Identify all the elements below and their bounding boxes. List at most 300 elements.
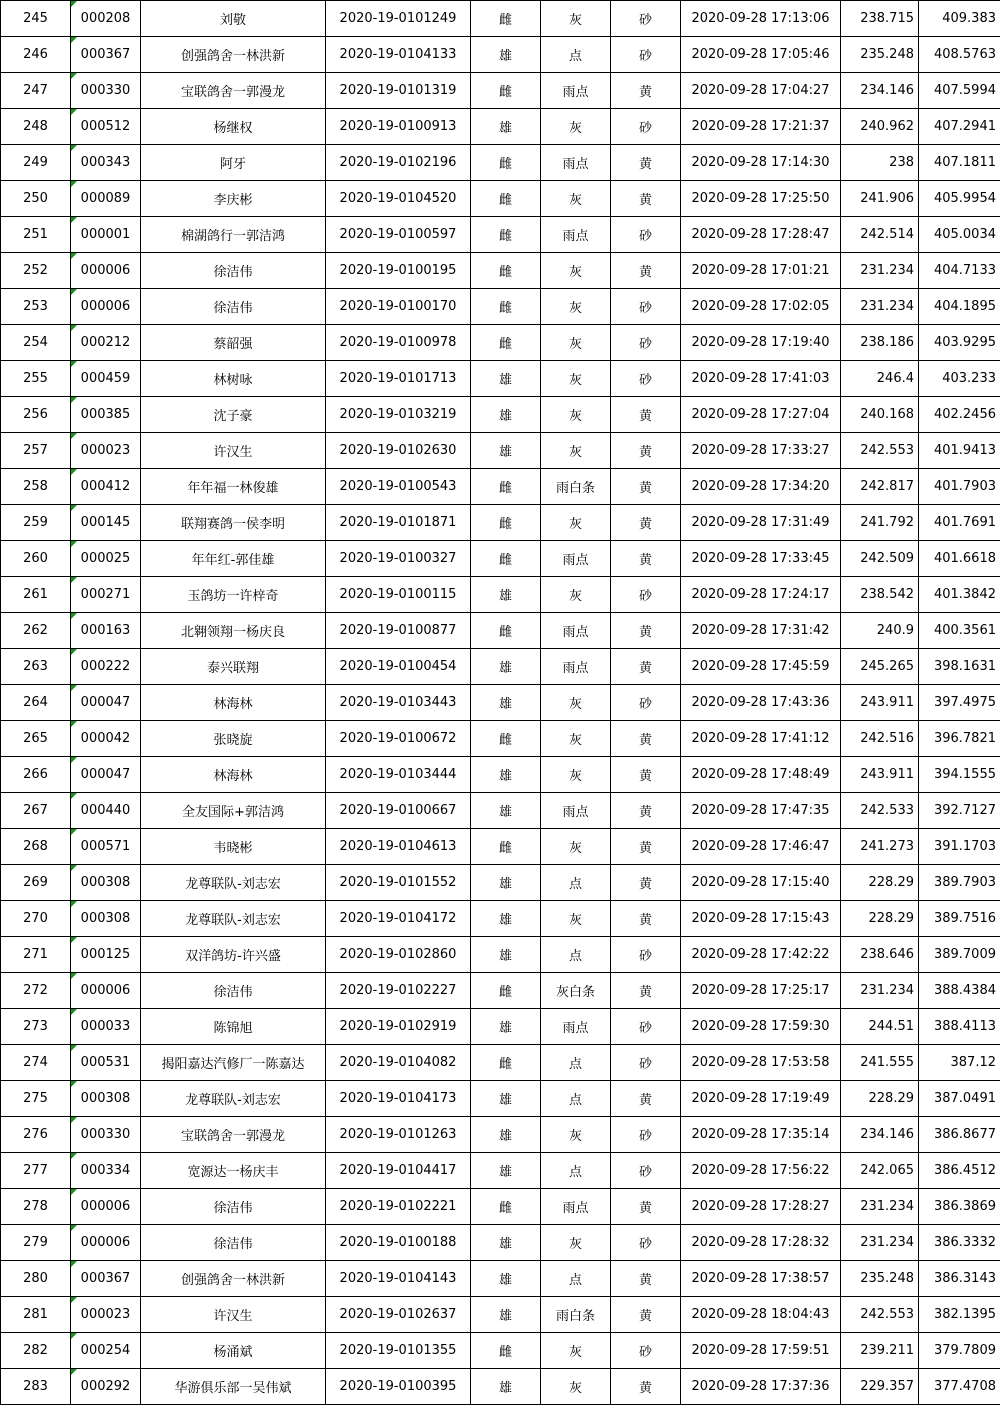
rank-cell: 247: [1, 73, 71, 109]
feather-color-cell: 点: [541, 865, 611, 901]
ring-number-cell: 2020-19-0102919: [326, 1009, 471, 1045]
eye-color-cell: 黄: [611, 433, 681, 469]
rank-cell: 275: [1, 1081, 71, 1117]
sex-cell: 雄: [471, 361, 541, 397]
table-row: [1, 181, 1000, 217]
feather-color-cell: 灰: [541, 325, 611, 361]
table-row: [1, 721, 1000, 757]
table-row: [1, 505, 1000, 541]
member-id-cell: 000033: [71, 1009, 141, 1045]
rank-cell: 255: [1, 361, 71, 397]
rank-cell: 274: [1, 1045, 71, 1081]
table-row: [1, 1189, 1000, 1225]
speed-cell: 387.0491: [919, 1081, 1000, 1117]
eye-color-cell: 黄: [611, 145, 681, 181]
eye-color-cell: 黄: [611, 1261, 681, 1297]
sex-cell: 雄: [471, 757, 541, 793]
arrival-time-cell: 2020-09-28 17:24:17: [681, 577, 841, 613]
feather-color-cell: 灰: [541, 361, 611, 397]
ring-number-cell: 2020-19-0100597: [326, 217, 471, 253]
member-id-cell: 000047: [71, 685, 141, 721]
speed-cell: 389.7009: [919, 937, 1000, 973]
arrival-time-cell: 2020-09-28 17:28:47: [681, 217, 841, 253]
ring-number-cell: 2020-19-0100395: [326, 1369, 471, 1405]
sex-cell: 雄: [471, 397, 541, 433]
eye-color-cell: 黄: [611, 1189, 681, 1225]
arrival-time-cell: 2020-09-28 17:31:49: [681, 505, 841, 541]
table-row: [1, 73, 1000, 109]
speed-cell: 408.5763: [919, 37, 1000, 73]
speed-cell: 397.4975: [919, 685, 1000, 721]
member-id-cell: 000254: [71, 1333, 141, 1369]
distance-cell: 228.29: [841, 901, 919, 937]
speed-cell: 401.7691: [919, 505, 1000, 541]
arrival-time-cell: 2020-09-28 17:48:49: [681, 757, 841, 793]
arrival-time-cell: 2020-09-28 17:46:47: [681, 829, 841, 865]
eye-color-cell: 砂: [611, 1225, 681, 1261]
eye-color-cell: 黄: [611, 721, 681, 757]
rank-cell: 266: [1, 757, 71, 793]
member-id-cell: 000292: [71, 1369, 141, 1405]
arrival-time-cell: 2020-09-28 17:59:30: [681, 1009, 841, 1045]
eye-color-cell: 砂: [611, 217, 681, 253]
rank-cell: 257: [1, 433, 71, 469]
arrival-time-cell: 2020-09-28 17:25:50: [681, 181, 841, 217]
arrival-time-cell: 2020-09-28 17:25:17: [681, 973, 841, 1009]
table-row: [1, 1, 1000, 37]
owner-name-cell: 陈锦旭: [141, 1009, 326, 1045]
table-row: [1, 1117, 1000, 1153]
distance-cell: 229.357: [841, 1369, 919, 1405]
ring-number-cell: 2020-19-0104143: [326, 1261, 471, 1297]
feather-color-cell: 雨点: [541, 1189, 611, 1225]
rank-cell: 272: [1, 973, 71, 1009]
table-row: [1, 109, 1000, 145]
sex-cell: 雄: [471, 937, 541, 973]
distance-cell: 246.4: [841, 361, 919, 397]
table-row: [1, 1261, 1000, 1297]
ring-number-cell: 2020-19-0101319: [326, 73, 471, 109]
eye-color-cell: 砂: [611, 685, 681, 721]
owner-name-cell: 刘敬: [141, 1, 326, 37]
arrival-time-cell: 2020-09-28 17:19:49: [681, 1081, 841, 1117]
ring-number-cell: 2020-19-0100672: [326, 721, 471, 757]
sex-cell: 雌: [471, 721, 541, 757]
feather-color-cell: 灰白条: [541, 973, 611, 1009]
speed-cell: 402.2456: [919, 397, 1000, 433]
arrival-time-cell: 2020-09-28 17:33:27: [681, 433, 841, 469]
distance-cell: 241.555: [841, 1045, 919, 1081]
owner-name-cell: 创强鸽舍一林洪新: [141, 1261, 326, 1297]
rank-cell: 262: [1, 613, 71, 649]
arrival-time-cell: 2020-09-28 17:19:40: [681, 325, 841, 361]
owner-name-cell: 沈子豪: [141, 397, 326, 433]
feather-color-cell: 点: [541, 1153, 611, 1189]
speed-cell: 382.1395: [919, 1297, 1000, 1333]
eye-color-cell: 黄: [611, 865, 681, 901]
eye-color-cell: 砂: [611, 109, 681, 145]
rank-cell: 254: [1, 325, 71, 361]
sex-cell: 雌: [471, 541, 541, 577]
arrival-time-cell: 2020-09-28 17:14:30: [681, 145, 841, 181]
speed-cell: 403.233: [919, 361, 1000, 397]
member-id-cell: 000025: [71, 541, 141, 577]
owner-name-cell: 张晓旋: [141, 721, 326, 757]
sex-cell: 雄: [471, 649, 541, 685]
distance-cell: 238.715: [841, 1, 919, 37]
arrival-time-cell: 2020-09-28 17:28:27: [681, 1189, 841, 1225]
distance-cell: 242.065: [841, 1153, 919, 1189]
sex-cell: 雌: [471, 253, 541, 289]
arrival-time-cell: 2020-09-28 17:41:03: [681, 361, 841, 397]
owner-name-cell: 徐洁伟: [141, 1225, 326, 1261]
distance-cell: 240.9: [841, 613, 919, 649]
sex-cell: 雄: [471, 1297, 541, 1333]
distance-cell: 231.234: [841, 1189, 919, 1225]
distance-cell: 243.911: [841, 757, 919, 793]
owner-name-cell: 李庆彬: [141, 181, 326, 217]
table-body: [1, 1, 1000, 1405]
distance-cell: 231.234: [841, 1225, 919, 1261]
member-id-cell: 000006: [71, 1189, 141, 1225]
member-id-cell: 000571: [71, 829, 141, 865]
owner-name-cell: 宽源达一杨庆丰: [141, 1153, 326, 1189]
table-row: [1, 361, 1000, 397]
ring-number-cell: 2020-19-0101713: [326, 361, 471, 397]
owner-name-cell: 全友国际+郭洁鸿: [141, 793, 326, 829]
sex-cell: 雄: [471, 1261, 541, 1297]
arrival-time-cell: 2020-09-28 17:35:14: [681, 1117, 841, 1153]
feather-color-cell: 雨点: [541, 73, 611, 109]
member-id-cell: 000208: [71, 1, 141, 37]
eye-color-cell: 砂: [611, 577, 681, 613]
owner-name-cell: 林海林: [141, 685, 326, 721]
rank-cell: 273: [1, 1009, 71, 1045]
arrival-time-cell: 2020-09-28 17:13:06: [681, 1, 841, 37]
owner-name-cell: 徐洁伟: [141, 289, 326, 325]
rank-cell: 245: [1, 1, 71, 37]
owner-name-cell: 韦晓彬: [141, 829, 326, 865]
arrival-time-cell: 2020-09-28 17:05:46: [681, 37, 841, 73]
eye-color-cell: 砂: [611, 1117, 681, 1153]
ring-number-cell: 2020-19-0100978: [326, 325, 471, 361]
distance-cell: 242.817: [841, 469, 919, 505]
member-id-cell: 000330: [71, 73, 141, 109]
rank-cell: 283: [1, 1369, 71, 1405]
arrival-time-cell: 2020-09-28 17:04:27: [681, 73, 841, 109]
sex-cell: 雌: [471, 217, 541, 253]
sex-cell: 雄: [471, 1009, 541, 1045]
rank-cell: 281: [1, 1297, 71, 1333]
member-id-cell: 000023: [71, 433, 141, 469]
distance-cell: 234.146: [841, 1117, 919, 1153]
member-id-cell: 000163: [71, 613, 141, 649]
table-row: [1, 865, 1000, 901]
member-id-cell: 000308: [71, 865, 141, 901]
member-id-cell: 000006: [71, 289, 141, 325]
sex-cell: 雄: [471, 577, 541, 613]
table-row: [1, 253, 1000, 289]
distance-cell: 228.29: [841, 1081, 919, 1117]
ring-number-cell: 2020-19-0104417: [326, 1153, 471, 1189]
member-id-cell: 000367: [71, 37, 141, 73]
ring-number-cell: 2020-19-0102227: [326, 973, 471, 1009]
feather-color-cell: 点: [541, 937, 611, 973]
ring-number-cell: 2020-19-0101552: [326, 865, 471, 901]
table-row: [1, 145, 1000, 181]
rank-cell: 263: [1, 649, 71, 685]
ring-number-cell: 2020-19-0104173: [326, 1081, 471, 1117]
speed-cell: 403.9295: [919, 325, 1000, 361]
member-id-cell: 000006: [71, 973, 141, 1009]
eye-color-cell: 黄: [611, 73, 681, 109]
feather-color-cell: 雨点: [541, 541, 611, 577]
distance-cell: 238.646: [841, 937, 919, 973]
distance-cell: 245.265: [841, 649, 919, 685]
ring-number-cell: 2020-19-0100195: [326, 253, 471, 289]
eye-color-cell: 砂: [611, 1333, 681, 1369]
feather-color-cell: 灰: [541, 1117, 611, 1153]
table-row: [1, 289, 1000, 325]
member-id-cell: 000531: [71, 1045, 141, 1081]
feather-color-cell: 雨白条: [541, 1297, 611, 1333]
ring-number-cell: 2020-19-0103219: [326, 397, 471, 433]
arrival-time-cell: 2020-09-28 17:53:58: [681, 1045, 841, 1081]
rank-cell: 279: [1, 1225, 71, 1261]
ring-number-cell: 2020-19-0104172: [326, 901, 471, 937]
rank-cell: 251: [1, 217, 71, 253]
ring-number-cell: 2020-19-0101871: [326, 505, 471, 541]
member-id-cell: 000385: [71, 397, 141, 433]
member-id-cell: 000001: [71, 217, 141, 253]
member-id-cell: 000512: [71, 109, 141, 145]
table-row: [1, 325, 1000, 361]
member-id-cell: 000271: [71, 577, 141, 613]
sex-cell: 雄: [471, 685, 541, 721]
owner-name-cell: 林海林: [141, 757, 326, 793]
sex-cell: 雌: [471, 73, 541, 109]
rank-cell: 265: [1, 721, 71, 757]
table-row: [1, 37, 1000, 73]
eye-color-cell: 黄: [611, 1297, 681, 1333]
owner-name-cell: 玉鸽坊一许梓奇: [141, 577, 326, 613]
speed-cell: 407.5994: [919, 73, 1000, 109]
table-row: [1, 217, 1000, 253]
sex-cell: 雌: [471, 1045, 541, 1081]
rank-cell: 252: [1, 253, 71, 289]
table-row: [1, 649, 1000, 685]
feather-color-cell: 灰: [541, 1, 611, 37]
table-row: [1, 793, 1000, 829]
table-row: [1, 757, 1000, 793]
arrival-time-cell: 2020-09-28 17:33:45: [681, 541, 841, 577]
arrival-time-cell: 2020-09-28 17:02:05: [681, 289, 841, 325]
owner-name-cell: 年年红-郭佳雄: [141, 541, 326, 577]
table-row: [1, 613, 1000, 649]
owner-name-cell: 华游俱乐部一吴伟斌: [141, 1369, 326, 1405]
owner-name-cell: 双洋鸽坊-许兴盛: [141, 937, 326, 973]
owner-name-cell: 徐洁伟: [141, 1189, 326, 1225]
speed-cell: 394.1555: [919, 757, 1000, 793]
ring-number-cell: 2020-19-0102860: [326, 937, 471, 973]
owner-name-cell: 许汉生: [141, 1297, 326, 1333]
member-id-cell: 000343: [71, 145, 141, 181]
feather-color-cell: 灰: [541, 901, 611, 937]
speed-cell: 388.4113: [919, 1009, 1000, 1045]
speed-cell: 407.2941: [919, 109, 1000, 145]
distance-cell: 242.514: [841, 217, 919, 253]
distance-cell: 241.906: [841, 181, 919, 217]
rank-cell: 246: [1, 37, 71, 73]
rank-cell: 256: [1, 397, 71, 433]
member-id-cell: 000006: [71, 1225, 141, 1261]
eye-color-cell: 黄: [611, 973, 681, 1009]
table-row: [1, 469, 1000, 505]
owner-name-cell: 阿牙: [141, 145, 326, 181]
member-id-cell: 000006: [71, 253, 141, 289]
speed-cell: 405.0034: [919, 217, 1000, 253]
member-id-cell: 000330: [71, 1117, 141, 1153]
rank-cell: 267: [1, 793, 71, 829]
table-row: [1, 541, 1000, 577]
table-row: [1, 685, 1000, 721]
distance-cell: 242.533: [841, 793, 919, 829]
distance-cell: 244.51: [841, 1009, 919, 1045]
feather-color-cell: 点: [541, 37, 611, 73]
speed-cell: 398.1631: [919, 649, 1000, 685]
rank-cell: 278: [1, 1189, 71, 1225]
member-id-cell: 000459: [71, 361, 141, 397]
speed-cell: 388.4384: [919, 973, 1000, 1009]
feather-color-cell: 灰: [541, 829, 611, 865]
rank-cell: 269: [1, 865, 71, 901]
table-row: [1, 1153, 1000, 1189]
speed-cell: 386.8677: [919, 1117, 1000, 1153]
owner-name-cell: 揭阳嘉达汽修厂一陈嘉达: [141, 1045, 326, 1081]
rank-cell: 253: [1, 289, 71, 325]
rank-cell: 276: [1, 1117, 71, 1153]
ring-number-cell: 2020-19-0100543: [326, 469, 471, 505]
sex-cell: 雌: [471, 1333, 541, 1369]
member-id-cell: 000125: [71, 937, 141, 973]
ring-number-cell: 2020-19-0100327: [326, 541, 471, 577]
speed-cell: 401.3842: [919, 577, 1000, 613]
speed-cell: 401.7903: [919, 469, 1000, 505]
owner-name-cell: 龙尊联队-刘志宏: [141, 901, 326, 937]
feather-color-cell: 雨点: [541, 1009, 611, 1045]
table-row: [1, 1081, 1000, 1117]
feather-color-cell: 灰: [541, 721, 611, 757]
rank-cell: 282: [1, 1333, 71, 1369]
member-id-cell: 000222: [71, 649, 141, 685]
owner-name-cell: 杨继权: [141, 109, 326, 145]
distance-cell: 239.211: [841, 1333, 919, 1369]
speed-cell: 386.4512: [919, 1153, 1000, 1189]
arrival-time-cell: 2020-09-28 17:41:12: [681, 721, 841, 757]
owner-name-cell: 宝联鸽舍一郭漫龙: [141, 73, 326, 109]
feather-color-cell: 灰: [541, 1333, 611, 1369]
sex-cell: 雌: [471, 181, 541, 217]
ring-number-cell: 2020-19-0100667: [326, 793, 471, 829]
ring-number-cell: 2020-19-0100454: [326, 649, 471, 685]
sex-cell: 雄: [471, 1153, 541, 1189]
distance-cell: 242.509: [841, 541, 919, 577]
owner-name-cell: 棉湖鸽行一郭洁鸿: [141, 217, 326, 253]
feather-color-cell: 雨点: [541, 793, 611, 829]
owner-name-cell: 宝联鸽舍一郭漫龙: [141, 1117, 326, 1153]
table-row: [1, 1225, 1000, 1261]
ring-number-cell: 2020-19-0104520: [326, 181, 471, 217]
speed-cell: 387.12: [919, 1045, 1000, 1081]
ring-number-cell: 2020-19-0104082: [326, 1045, 471, 1081]
speed-cell: 401.6618: [919, 541, 1000, 577]
distance-cell: 231.234: [841, 289, 919, 325]
table-row: [1, 901, 1000, 937]
distance-cell: 238.542: [841, 577, 919, 613]
arrival-time-cell: 2020-09-28 17:42:22: [681, 937, 841, 973]
rank-cell: 250: [1, 181, 71, 217]
eye-color-cell: 黄: [611, 181, 681, 217]
rank-cell: 258: [1, 469, 71, 505]
table-row: [1, 577, 1000, 613]
speed-cell: 389.7903: [919, 865, 1000, 901]
arrival-time-cell: 2020-09-28 17:59:51: [681, 1333, 841, 1369]
rank-cell: 270: [1, 901, 71, 937]
sex-cell: 雄: [471, 109, 541, 145]
owner-name-cell: 联翔赛鸽一侯李明: [141, 505, 326, 541]
owner-name-cell: 许汉生: [141, 433, 326, 469]
rank-cell: 271: [1, 937, 71, 973]
speed-cell: 386.3143: [919, 1261, 1000, 1297]
sex-cell: 雌: [471, 1, 541, 37]
arrival-time-cell: 2020-09-28 17:37:36: [681, 1369, 841, 1405]
distance-cell: 241.273: [841, 829, 919, 865]
arrival-time-cell: 2020-09-28 17:47:35: [681, 793, 841, 829]
eye-color-cell: 砂: [611, 937, 681, 973]
distance-cell: 234.146: [841, 73, 919, 109]
feather-color-cell: 灰: [541, 109, 611, 145]
arrival-time-cell: 2020-09-28 17:56:22: [681, 1153, 841, 1189]
distance-cell: 243.911: [841, 685, 919, 721]
eye-color-cell: 黄: [611, 541, 681, 577]
owner-name-cell: 泰兴联翔: [141, 649, 326, 685]
feather-color-cell: 雨点: [541, 649, 611, 685]
arrival-time-cell: 2020-09-28 17:34:20: [681, 469, 841, 505]
speed-cell: 392.7127: [919, 793, 1000, 829]
sex-cell: 雄: [471, 1081, 541, 1117]
sex-cell: 雌: [471, 613, 541, 649]
feather-color-cell: 灰: [541, 577, 611, 613]
rank-cell: 261: [1, 577, 71, 613]
table-row: [1, 397, 1000, 433]
sex-cell: 雄: [471, 1369, 541, 1405]
sex-cell: 雌: [471, 1189, 541, 1225]
speed-cell: 396.7821: [919, 721, 1000, 757]
member-id-cell: 000308: [71, 1081, 141, 1117]
feather-color-cell: 雨点: [541, 613, 611, 649]
sex-cell: 雄: [471, 433, 541, 469]
arrival-time-cell: 2020-09-28 17:27:04: [681, 397, 841, 433]
member-id-cell: 000089: [71, 181, 141, 217]
distance-cell: 242.553: [841, 433, 919, 469]
feather-color-cell: 灰: [541, 1369, 611, 1405]
member-id-cell: 000440: [71, 793, 141, 829]
speed-cell: 377.4708: [919, 1369, 1000, 1405]
sex-cell: 雄: [471, 865, 541, 901]
ring-number-cell: 2020-19-0101263: [326, 1117, 471, 1153]
member-id-cell: 000308: [71, 901, 141, 937]
eye-color-cell: 砂: [611, 1045, 681, 1081]
